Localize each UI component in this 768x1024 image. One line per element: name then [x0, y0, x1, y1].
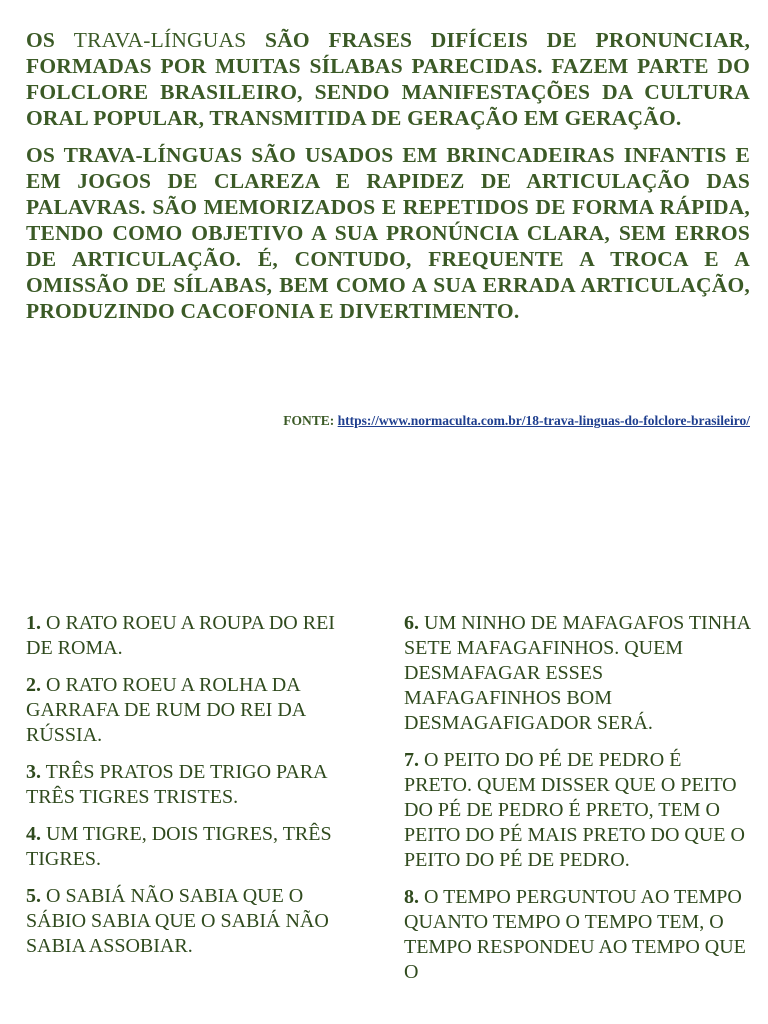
- list-item: [26, 760, 366, 810]
- item-number: 3.: [26, 761, 41, 783]
- list-item: [26, 884, 366, 959]
- intro-section: [26, 27, 750, 335]
- list-item: [26, 611, 366, 661]
- item-text: O TEMPO PERGUNTOU AO TEMPO QUANTO TEMPO O TEMPO TEM, O TEMPO RESPONDEU AO TEMPO QUE O: [404, 886, 746, 983]
- item-text: UM NINHO DE MAFAGAFOS TINHA SETE MAFAGAFINHOS. QUEM DESMAFAGAR ESSES MAFAGAFINHOS BOM DESMAGAFIGADOR SERÁ.: [404, 612, 750, 734]
- item-text: UM TIGRE, DOIS TIGRES, TRÊS TIGRES.: [26, 823, 332, 870]
- item-text: TRÊS PRATOS DE TRIGO PARA TRÊS TIGRES TRISTES.: [26, 761, 327, 808]
- item-number: 6.: [404, 612, 419, 634]
- item-number: 5.: [26, 885, 41, 907]
- source-link[interactable]: https://www.normaculta.com.br/18-trava-linguas-do-folclore-brasileiro/: [337, 413, 750, 428]
- item-number: 2.: [26, 674, 41, 696]
- source-line: [283, 413, 750, 429]
- item-text: O SABIÁ NÃO SABIA QUE O SÁBIO SABIA QUE O SABIÁ NÃO SABIA ASSOBIAR.: [26, 885, 329, 957]
- item-text: O RATO ROEU A ROUPA DO REI DE ROMA.: [26, 612, 335, 659]
- item-text: O PEITO DO PÉ DE PEDRO É PRETO. QUEM DISSER QUE O PEITO DO PÉ DE PEDRO É PRETO, TEM O PEITO DO PÉ MAIS PRETO DO QUE O PEITO DO PÉ DE PEDRO.: [404, 749, 745, 871]
- list-item: [26, 673, 366, 748]
- item-number: 4.: [26, 823, 41, 845]
- intro-lead-bold: OS: [26, 28, 56, 52]
- item-number: 7.: [404, 749, 419, 771]
- item-number: 8.: [404, 886, 419, 908]
- item-number: 1.: [26, 612, 41, 634]
- list-item: [404, 885, 754, 985]
- list-item: [404, 748, 754, 873]
- source-label: FONTE:: [283, 413, 335, 428]
- tongue-twisters-left-column: [26, 611, 366, 971]
- list-item: [26, 822, 366, 872]
- intro-lead-normal: TRAVA-LÍNGUAS: [73, 28, 247, 52]
- list-item: [404, 611, 754, 736]
- item-text: O RATO ROEU A ROLHA DA GARRAFA DE RUM DO REI DA RÚSSIA.: [26, 674, 306, 746]
- tongue-twisters-right-column: [404, 611, 754, 997]
- intro-rest: SÃO FRASES DIFÍCEIS DE PRONUNCIAR, FORMADAS POR MUITAS SÍLABAS PARECIDAS. FAZEM PARTE DO FOLCLORE BRASILEIRO, SENDO MANIFESTAÇÕES DA CULTURA ORAL POPULAR, TRANSMITIDA DE GERAÇÃO EM GERAÇÃO.: [26, 28, 751, 130]
- intro-paragraph-2: OS TRAVA-LÍNGUAS SÃO USADOS EM BRINCADEIRAS INFANTIS E EM JOGOS DE CLAREZA E RAPIDEZ DE ARTICULAÇÃO DAS PALAVRAS. SÃO MEMORIZADOS E REPETIDOS DE FORMA RÁPIDA, TENDO COMO OBJETIVO A SUA PRONÚNCIA CLARA, SEM ERROS DE ARTICULAÇÃO. É, CONTUDO, FREQUENTE A TROCA E A OMISSÃO DE SÍLABAS, BEM COMO A SUA ERRADA ARTICULAÇÃO, PRODUZINDO CACOFONIA E DIVERTIMENTO.: [26, 143, 750, 323]
- intro-paragraph-1: [26, 27, 750, 131]
